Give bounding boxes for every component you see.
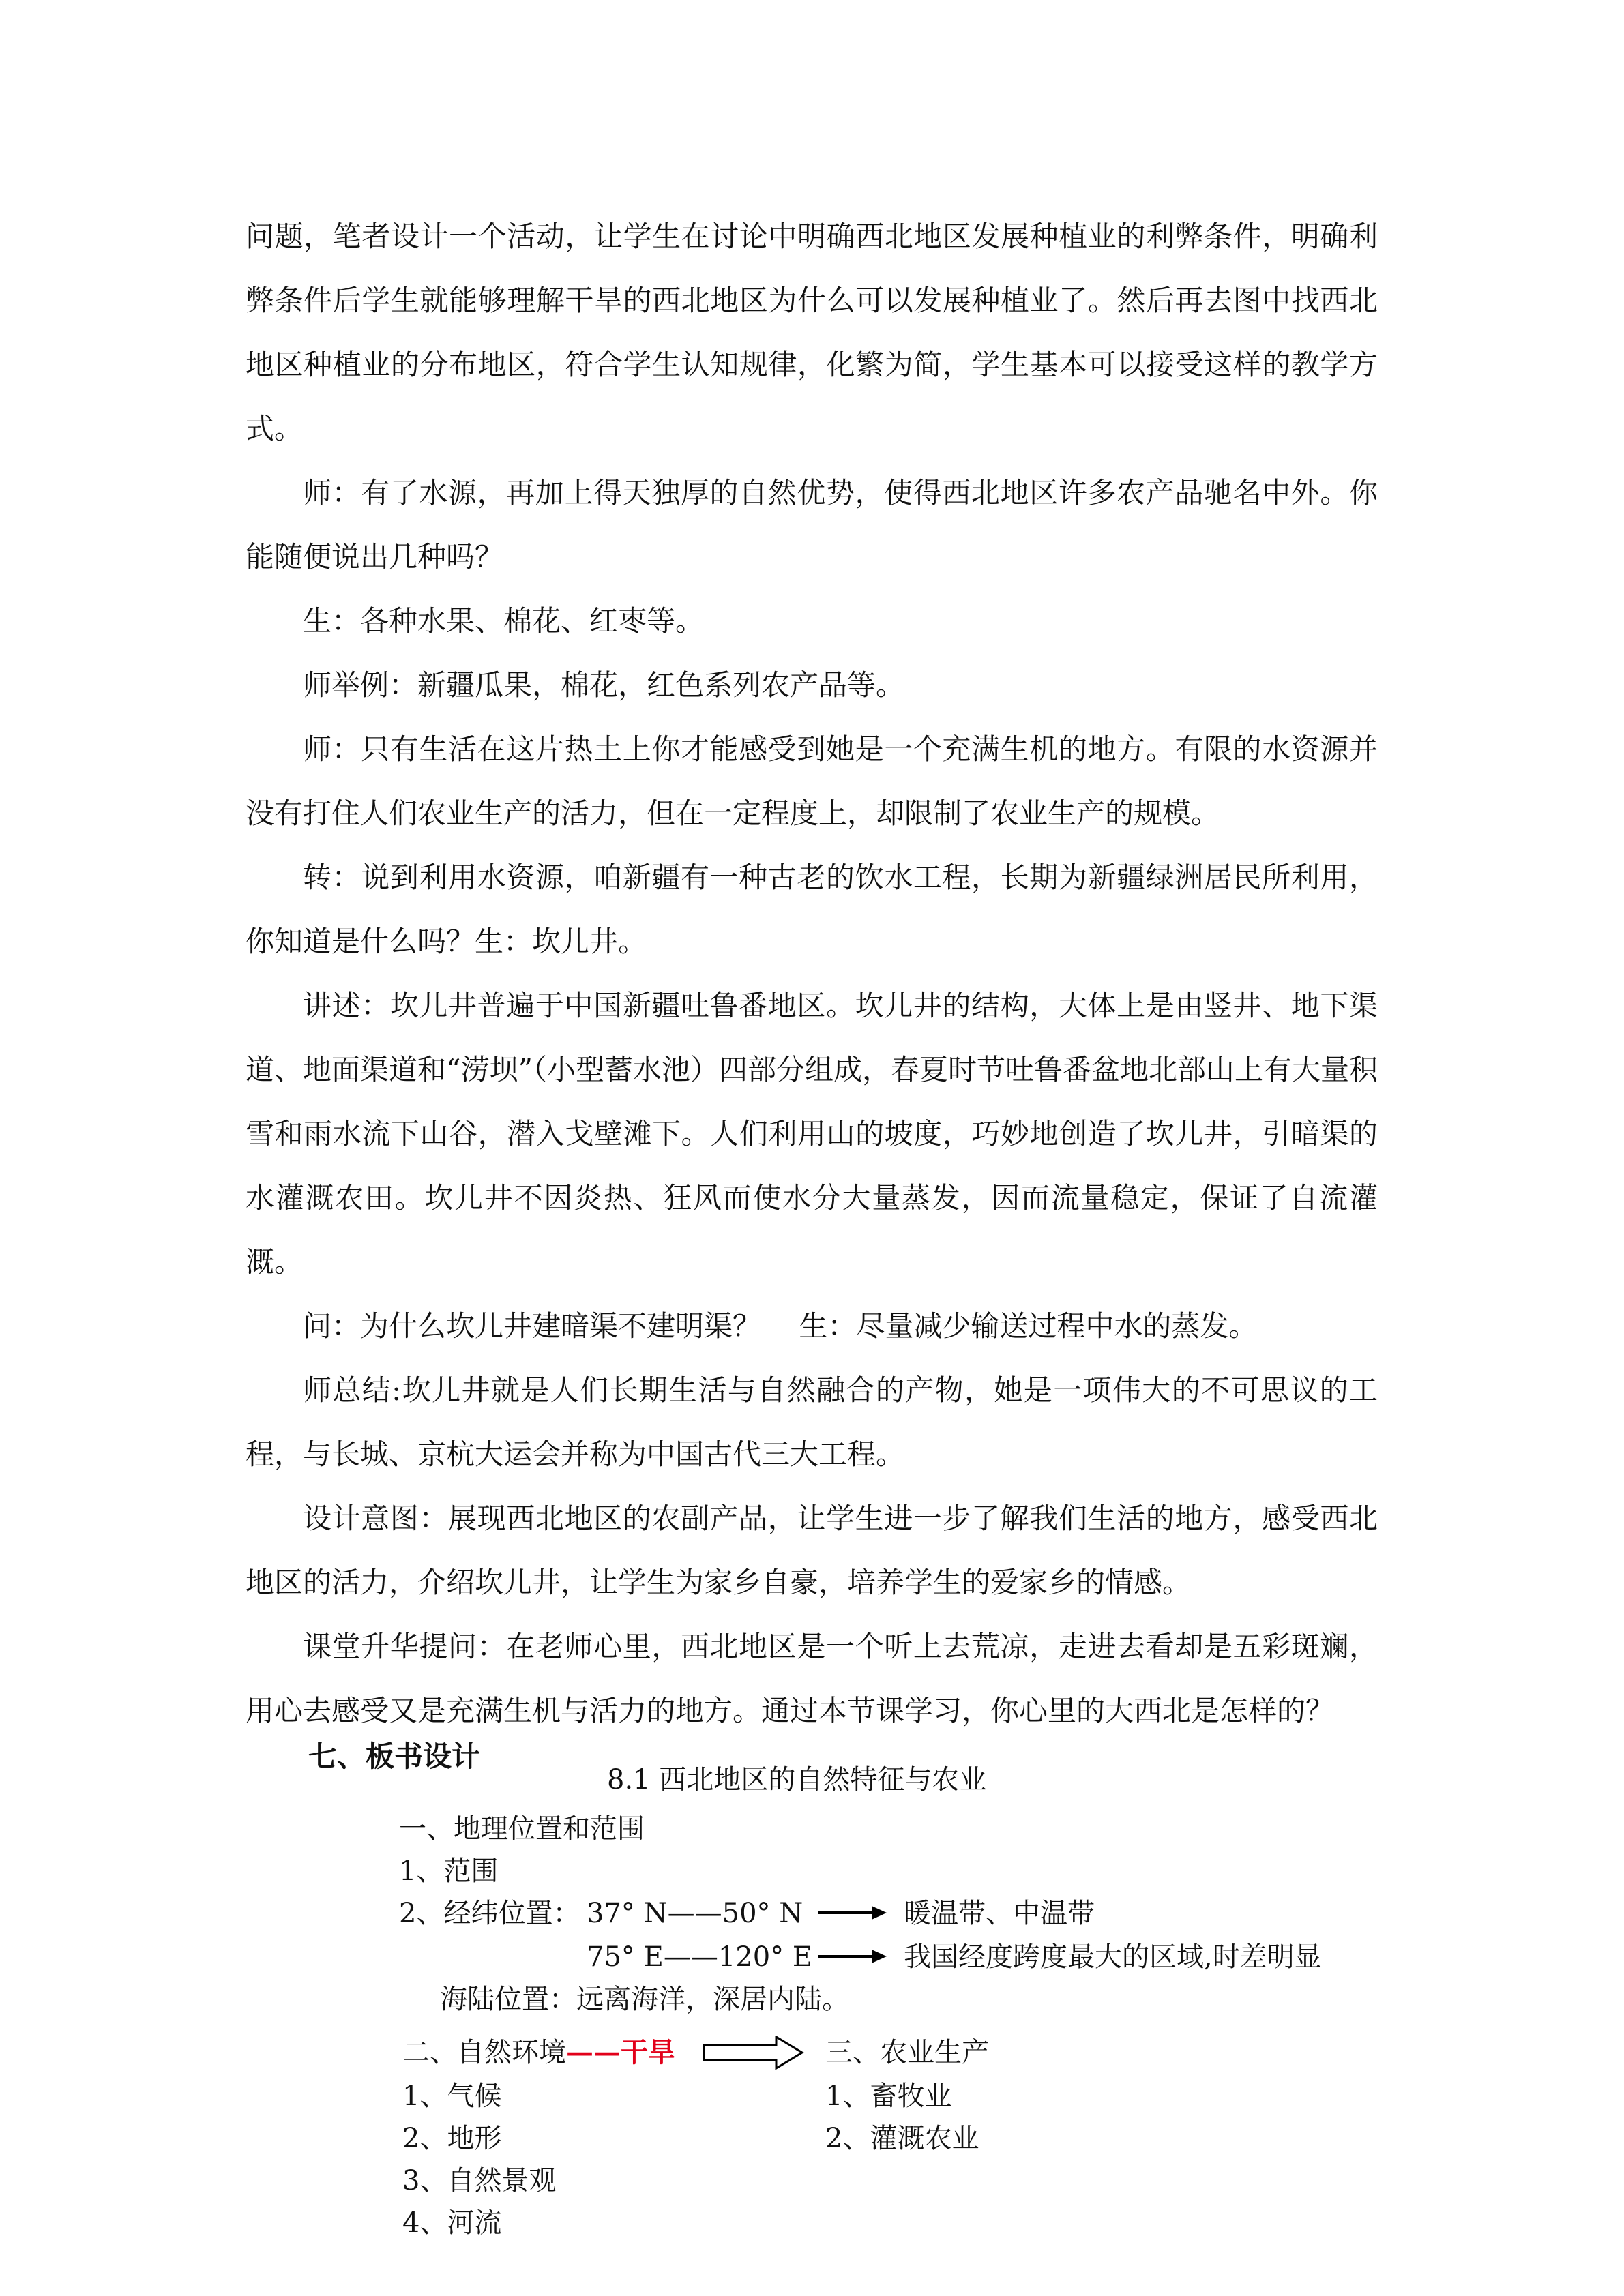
paragraph: 生：各种水果、棉花、红枣等。 — [303, 604, 705, 638]
part2-item: 1、气候 — [402, 2081, 502, 2112]
part3-item: 2、灌溉农业 — [825, 2123, 979, 2154]
part3-item: 1、畜牧业 — [825, 2081, 952, 2112]
board-section-heading: 七、板书设计 — [308, 1740, 481, 1773]
paragraph: 师：只有生活在这片热土上你才能感受到她是一个充满生机的地方。有限的水资源并没有打住人们农业生产的活力，但在一定程度上，却限制了农业生产的规模。 — [246, 732, 1378, 830]
part2-item: 3、自然景观 — [402, 2165, 557, 2196]
paragraph: 师：有了水源，再加上得天独厚的自然优势，使得西北地区许多农产品驰名中外。你能随便说出几种吗？ — [246, 476, 1378, 573]
lon-range: 75° E——120° E — [587, 1941, 813, 1973]
part1-heading: 一、地理位置和范围 — [399, 1813, 645, 1845]
part2-heading: 二、自然环境 — [402, 2037, 566, 2068]
lon-result: 我国经度跨度最大的区域,时差明显 — [904, 1941, 1322, 1973]
body-text — [246, 205, 1378, 1743]
item-latlon-label: 2、经纬位置： — [399, 1898, 580, 1929]
sea-land-position: 海陆位置：远离海洋，深居内陆。 — [440, 1984, 849, 2015]
paragraph: 转：说到利用水资源，咱新疆有一种古老的饮水工程，长期为新疆绿洲居民所利用，你知道是什么吗？生：坎儿井。 — [246, 861, 1378, 958]
paragraph: 问题，笔者设计一个活动，让学生在讨论中明确西北地区发展种植业的利弊条件，明确利弊条件后学生就能够理解干旱的西北地区为什么可以发展种植业了。然后再去图中找西北地区种植业的分布地区，符合学生认知规律，化繁为简，学生基本可以接受这样的教学方式。 — [246, 220, 1378, 445]
lat-result: 暖温带、中温带 — [904, 1898, 1095, 1929]
part2-heading-line — [402, 2032, 675, 2073]
part2-highlight: ——干旱 — [566, 2036, 675, 2068]
item-scope: 1、范围 — [399, 1855, 499, 1887]
part2-item: 4、河流 — [402, 2207, 502, 2239]
paragraph: 课堂升华提问：在老师心里，西北地区是一个听上去荒凉，走进去看却是五彩斑斓，用心去感受又是充满生机与活力的地方。通过本节课学习，你心里的大西北是怎样的？ — [246, 1630, 1378, 1727]
board-title: 8.1 西北地区的自然特征与农业 — [607, 1764, 987, 1795]
part2-item: 2、地形 — [402, 2123, 502, 2154]
hollow-arrow-right-icon — [703, 2036, 805, 2070]
arrow-right-icon — [818, 1903, 887, 1923]
paragraph: 设计意图：展现西北地区的农副产品，让学生进一步了解我们生活的地方，感受西北地区的活力，介绍坎儿井，让学生为家乡自豪，培养学生的爱家乡的情感。 — [246, 1502, 1378, 1599]
paragraph: 师举例：新疆瓜果，棉花，红色系列农产品等。 — [303, 668, 905, 702]
part3-heading: 三、农业生产 — [825, 2037, 989, 2068]
arrow-right-icon — [818, 1946, 887, 1967]
paragraph: 师总结:坎儿井就是人们长期生活与自然融合的产物，她是一项伟大的不可思议的工程，与长城、京杭大运会并称为中国古代三大工程。 — [246, 1373, 1378, 1471]
lat-range: 37° N——50° N — [587, 1898, 803, 1929]
paragraph: 问：为什么坎儿井建暗渠不建明渠？ 生：尽量减少输送过程中水的蒸发。 — [303, 1309, 1258, 1343]
paragraph: 讲述：坎儿井普遍于中国新疆吐鲁番地区。坎儿井的结构，大体上是由竖井、地下渠道、地面渠道和“涝坝”（小型蓄水池）四部分组成，春夏时节吐鲁番盆地北部山上有大量积雪和雨水流下山谷，潜入戈壁滩下。人们利用山的坡度，巧妙地创造了坎儿井，引暗渠的水灌溉农田。坎儿井不因炎热、狂风而使水分大量蒸发，因而流量稳定，保证了自流灌溉。 — [246, 989, 1378, 1279]
